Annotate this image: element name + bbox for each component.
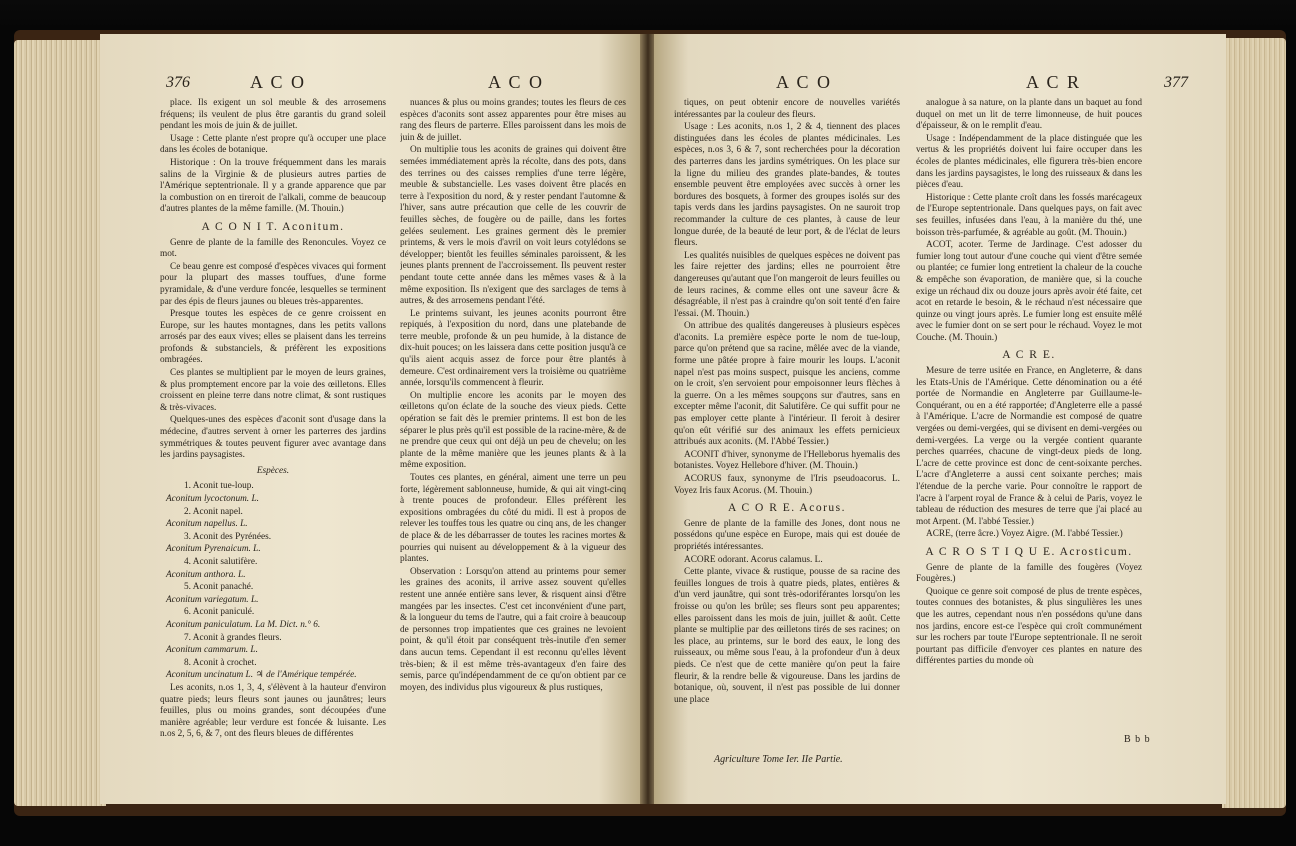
species-latin: Aconitum napellus. L. — [166, 519, 248, 530]
species-item: 7. Aconit à grandes fleurs. — [184, 632, 282, 643]
paragraph: Observation : Lorsqu'on attend au printems pour semer les graines des aconits, il arrive assez souvent qu'elles restent une année entière sans lever, & risquent ainsi d'être mangées par les insectes. C'est cet inconvénient d'une part, & la longueur du tems de l'autre, qui a fait croire à beaucoup de personnes trop impatientes que ces graines ne levoient point, & qu'il étoit par conséquent très-inutile d'en semer dans aucun tems. Cependant il est reconnu qu'elles lèvent très-bien; & il est même très-avantageux d'en faire des semis, parce qu'indépendamment de ce qu'on obtient par ce moyen, des individus plus vigoureux & plus rustiques, — [400, 566, 626, 693]
paragraph: Historique : On la trouve fréquemment dans les marais salins de la Virginie & de plusieurs autres parties de l'Amérique septentrionale. Il y a grande apparence que par la combustion on en tireroit de l'alkali, comme de beaucoup d'autres plantes de la même famille. (M. Thouin.) — [160, 157, 386, 215]
left-running-head — [100, 72, 642, 96]
paragraph: analogue à sa nature, on la plante dans un baquet au fond duquel on met un lit de terre limonneuse, de huit pouces d'épaisseur, & on le remplit d'eau. — [916, 98, 1142, 132]
species-latin: Aconitum cammarum. L. — [166, 645, 258, 656]
paragraph: ACONIT d'hiver, synonyme de l'Helleborus hyemalis des botanistes. Voyez Hellebore d'hiver. (M. Thouin.) — [674, 449, 900, 472]
right-head-word-2: A C R — [1026, 72, 1082, 92]
left-column-1 — [160, 98, 386, 748]
species-item: 3. Aconit des Pyrénées. — [184, 531, 272, 542]
species-label: Espèces. — [256, 465, 290, 476]
species-latin: Aconitum anthora. L. — [166, 569, 246, 580]
paragraph: Genre de plante de la famille des fougères (Voyez Fougères.) — [916, 562, 1142, 585]
paragraph: Quelques-unes des espèces d'aconit sont d'usage dans la médecine, d'autres servent à orner les parterres des jardins symmétriques & toutes peuvent figurer avec avantage dans les jardins paysagistes. — [160, 415, 386, 461]
paragraph: Les aconits, n.os 1, 3, 4, s'élèvent à la hauteur d'environ quatre pieds; leurs fleurs sont jaunes ou jaunâtres; leurs feuilles, plus ou moins grandes, sont découpées d'une manière agréable; leur verdure est foncée & luisante. Les n.os 2, 5, 6, & 7, ont des fleurs bleues de différentes — [160, 682, 386, 740]
left-page-number: 376 — [166, 74, 190, 91]
paragraph: Cette plante, vivace & rustique, pousse de sa racine des feuilles longues de trois à quatre pieds, plates, entières & d'un verd jaunâtre, qui sont très-odoriférantes lorsqu'on les froisse ou qu'on les brûle; ses fleurs sont peu apparentes; elles paroissent dans les mois de juin, juillet & août. Cette plante se multiplie par des œilletons tirés de ses racines; on les place, au printems, sur le bord des eaux, le long des ruisseaux, ou même sous l'eau, à la profondeur d'un à deux pieds. Ce n'est que de cette manière qu'on peut la faire fleurir, & la rendre belle & vigoureuse. Dans les jardins de botanique, où, souvent, il n'est pas possible de lui donner une place — [674, 567, 900, 705]
right-column-1 — [674, 98, 900, 748]
entry-heading-acrostique: A C R O S T I Q U E. Acrosticum. — [925, 545, 1133, 558]
right-page-edges — [1222, 38, 1286, 808]
paragraph: Quoique ce genre soit composé de plus de trente espèces, toutes connues des botanistes, & plus singulières les unes que les autres, cependant nous n'en possédons qu'une dans nos jardins, encore est-ce l'espèce qui croît communément sur les rochers par toute l'Europe septentrionale. Il ne seroit pourtant pas difficile d'envoyer ces plantes en nature des différentes parties du monde où — [916, 586, 1142, 667]
paragraph: On multiplie encore les aconits par le moyen des œilletons qu'on éclate de la souche des vieux pieds. Cette opération se fait dès le premier printems. Il est bon de les séparer le plus près qu'il est possible de la racine-mère, & de ne prendre que ceux qui ont déjà un peu de chevelu; on les plante de la même manière que les jeunes plants & à la même exposition. — [400, 390, 626, 471]
paragraph: Genre de plante de la famille des Renoncules. Voyez ce mot. — [160, 237, 386, 260]
left-column-2 — [400, 98, 626, 748]
species-item: 8. Aconit à crochet. — [184, 657, 257, 668]
paragraph: Usage : Les aconits, n.os 1, 2 & 4, tiennent des places distinguées dans les écoles de plantes médicinales. Les espèces, n.os 3, 6 & 7, sont recherchées pour la décoration des parterres dans les jardins symétriques. On les place sur la ligne du milieu des grandes plate-bandes, & toutes ensemble peuvent être employées avec succès à orner les bordures des bosquets, à former des groupes isolés sur des tapis verds dans les jardins paysagistes. On ne sauroit trop recommander la culture de ces plantes, à cause de leur longue durée, de la beauté de leur port, & de l'éclat de leurs fleurs. — [674, 122, 900, 249]
left-page-edges — [14, 40, 106, 806]
left-page — [100, 34, 642, 804]
species-latin: Aconitum paniculatum. La M. Dict. n.° 6. — [166, 619, 321, 630]
entry-heading-acore: A C O R E. Acorus. — [727, 502, 847, 515]
species-latin: Aconitum variegatum. L. — [166, 594, 259, 605]
signature-mark: B b b — [1124, 734, 1151, 745]
right-page-number: 377 — [1164, 74, 1188, 91]
entry-heading-acre: A C R E. — [1002, 349, 1056, 362]
paragraph: ACRE, (terre âcre.) Voyez Aigre. (M. l'abbé Tessier.) — [926, 529, 1123, 540]
open-book — [14, 30, 1286, 816]
paragraph: ACORE odorant. Acorus calamus. L. — [684, 554, 823, 565]
species-item: 6. Aconit paniculé. — [184, 607, 255, 618]
paragraph: Usage : Cette plante n'est propre qu'à occuper une place dans les écoles de botanique. — [160, 133, 386, 156]
paragraph: Le printems suivant, les jeunes aconits pourront être repiqués, à l'exposition du nord, dans une platebande de terre meuble, profonde & un peu humide, à la distance de dix-huit pouces; on les laissera dans cette position jusqu'à ce qu'ils aient acquis assez de force pour être plantés à demeure. C'est ordinairement vers la troisième ou quatrième année, lorsqu'ils commencent à fleurir. — [400, 308, 626, 389]
right-head-word-1: A C O — [776, 72, 833, 92]
paragraph: nuances & plus ou moins grandes; toutes les fleurs de ces espèces d'aconits sont assez apparentes pour être mises au rang des fleurs de parterre. Elles paroissent dans les mois de juin & de juillet. — [400, 98, 626, 143]
paragraph: Toutes ces plantes, en général, aiment une terre un peu forte, légèrement sablonneuse, humide, & qui ait vingt-cinq à trente pouces de profondeur. Elles préfèrent les expositions ombragées du côté du midi. Il est à propos de relever les touffes tous les quatre ou cinq ans, de les changer de place & de les débarrasser de toutes les racines mortes & pourries qui nuisent au développement & à la vigueur des plantes. — [400, 473, 626, 565]
paragraph: ACORUS faux, synonyme de l'Iris pseudoacorus. L. Voyez Iris faux Acorus. (M. Thouin.) — [674, 474, 900, 496]
page-footer: Agriculture Tome Ier. IIe Partie. — [714, 754, 843, 765]
paragraph: Presque toutes les espèces de ce genre croissent en Europe, sur les hautes montagnes, dans les petits vallons arrosés par des eaux vives; elles se plaisent dans les terreins profonds & substanciels, & préfèrent les expositions ombragées. — [160, 309, 386, 366]
species-latin: Aconitum uncinatum L. ♃ de l'Amérique tempérée. — [166, 670, 357, 681]
paragraph: place. Ils exigent un sol meuble & des arrosemens fréquens; ils veulent de plus être garantis du grand soleil pendant les mois de juin & de juillet. — [160, 98, 386, 132]
species-item: 2. Aconit napel. — [184, 506, 243, 517]
paragraph: Ces plantes se multiplient par le moyen de leurs graines, & plus promptement encore par la voie des œilletons. Elles croissent en pleine terre dans notre climat, & sont rustiques & très-vivaces. — [160, 368, 386, 413]
paragraph: Mesure de terre usitée en France, en Angleterre, & dans les Etats-Unis de l'Amérique. Cette dénomination ou a été portée de Normandie en Angleterre par Guillaume-le-Conquérant, ou en a été rapportée; d'Angleterre elle a passé à l'Amérique. L'acre de Normandie est composé de quatre vergées ou demi-vergées, qui se divisent en demi-vergées ou demi-vergées. La verge ou la vergée contient quarante perches quarrées, chacune de vingt-deux pieds de long. L'acre de cette province est donc de cent-soixante perches. L'acre d'Angleterre a aussi cent soixante perches; mais l'étendue de la perche varie. Pour connoître le rapport de l'acre à l'arpent royal de France & à celui de Paris, voyez le tableau de réduction des mesures de terre que j'ai placé au mot Arpent. (M. l'abbé Tessier.) — [916, 366, 1142, 527]
species-item: 5. Aconit panaché. — [184, 582, 254, 593]
paragraph: On multiplie tous les aconits de graines qui doivent être semées immédiatement après la récolte, dans des pots, dans des terrines ou des caisses remplies d'une terre légère, meuble & substancielle. Les vases doivent être placés en terre à l'exposition du nord, & y rester pendant l'automne & l'hiver, sans autre précaution que celle de les couvrir de feuilles sèches, de fougère ou de paille, dans les fortes gelées seulement. Les graines germent dès le premier printems, & vers le mois d'avril on voit leurs cotylédons se développer; bientôt les feuilles séminales paroissent, & les jeunes plants prennent de l'accroissement. Ils peuvent rester pendant toute cette année dans les mêmes vases & à la même exposition. Ils n'exigent que des sarclages de tems à autres, & des arrosemens pendant l'été. — [400, 145, 626, 307]
left-head-word-1: A C O — [250, 72, 307, 92]
paragraph: On attribue des qualités dangereuses à plusieurs espèces d'aconits. La première espèce porte le nom de tue-loup, parce qu'on prétend que sa racine, mêlée avec de la viande, forme une pâtée propre à faire mourir les loups. L'aconit napel n'est pas moins suspect, puisque les anciens, comme on le croit, s'en servoient pour empoisonner leurs flèches à la guerre. On a les mêmes soupçons sur d'autres, sans en excepter même l'aconit, dit Salutifère. Ce qui suffit pour ne pas employer cette plante à l'intérieur. Il feroit à desirer qu'on eût vérifié sur des animaux les effets pernicieux attribués aux aconits. (M. l'Abbé Tessier.) — [674, 321, 900, 448]
species-item: 4. Aconit salutifère. — [184, 556, 258, 567]
top-shadow — [0, 0, 1296, 30]
right-page — [654, 34, 1226, 804]
right-running-head — [654, 72, 1226, 96]
left-head-word-2: A C O — [488, 72, 545, 92]
entry-heading-aconit: A C O N I T. Aconitum. — [201, 220, 345, 233]
right-column-2 — [916, 98, 1142, 748]
species-latin: Aconitum lycoctonum. L. — [166, 494, 259, 504]
paragraph: Usage : Indépendamment de la place distinguée que les vertus & les propriétés doivent lui faire occuper dans les écoles de plantes médicinales, elle figurera très-bien encore dans les jardins paysagistes, le long des ruisseaux & dans les pièces d'eau. — [916, 133, 1142, 191]
paragraph: Ce beau genre est composé d'espèces vivaces qui forment pour la plupart des masses touffues, d'une forme pyramidale, & d'une verdure foncée, lesquelles se terminent par des épis de fleurs jaunes ou bleues très-apparentes. — [160, 261, 386, 307]
species-item: 1. Aconit tue-loup. — [184, 481, 254, 492]
paragraph: tiques, on peut obtenir encore de nouvelles variétés intéressantes par la couleur des fleurs. — [674, 98, 900, 120]
paragraph: ACOT, acoter. Terme de Jardinage. C'est adosser du fumier long tout autour d'une couche qui vient d'être semée ou plantée; ce fumier long entretient la chaleur de la couche & empêche son évaporation, de manière que, si la couche exige un réchaud dix ou douze jours après avoir été faite, cet acot en retarde le besoin, & le réchaud n'est nécessaire que quinze ou vingt jours après. Le fumier long est ensuite mêlé avec le fumier dont on se sert pour le réchaud. Voyez le mot Couche. (M. Thouin.) — [916, 240, 1142, 343]
paragraph: Les qualités nuisibles de quelques espèces ne doivent pas les faire rejetter des jardins; elles ne pourroient être dangereuses qu'autant que l'on mangeroit de leurs feuilles ou de leurs racines, & comme elles ont une saveur âcre & désagréable, il n'est pas à craindre qu'on soit tenté d'en faire l'essai. (M. Thouin.) — [674, 250, 900, 319]
paragraph: Genre de plante de la famille des Jones, dont nous ne possédons qu'une espèce en Europe, mais qui est douée de propriétés intéressantes. — [674, 518, 900, 552]
species-latin: Aconitum Pyrenaicum. L. — [166, 544, 261, 555]
paragraph: Historique : Cette plante croît dans les fossés marécageux de l'Europe septentrionale. Dans quelques pays, on fait avec ses feuilles, infusées dans l'eau, à la manière du thé, une boisson très-parfumée, & agréable au goût. (M. Thouin.) — [916, 192, 1142, 238]
